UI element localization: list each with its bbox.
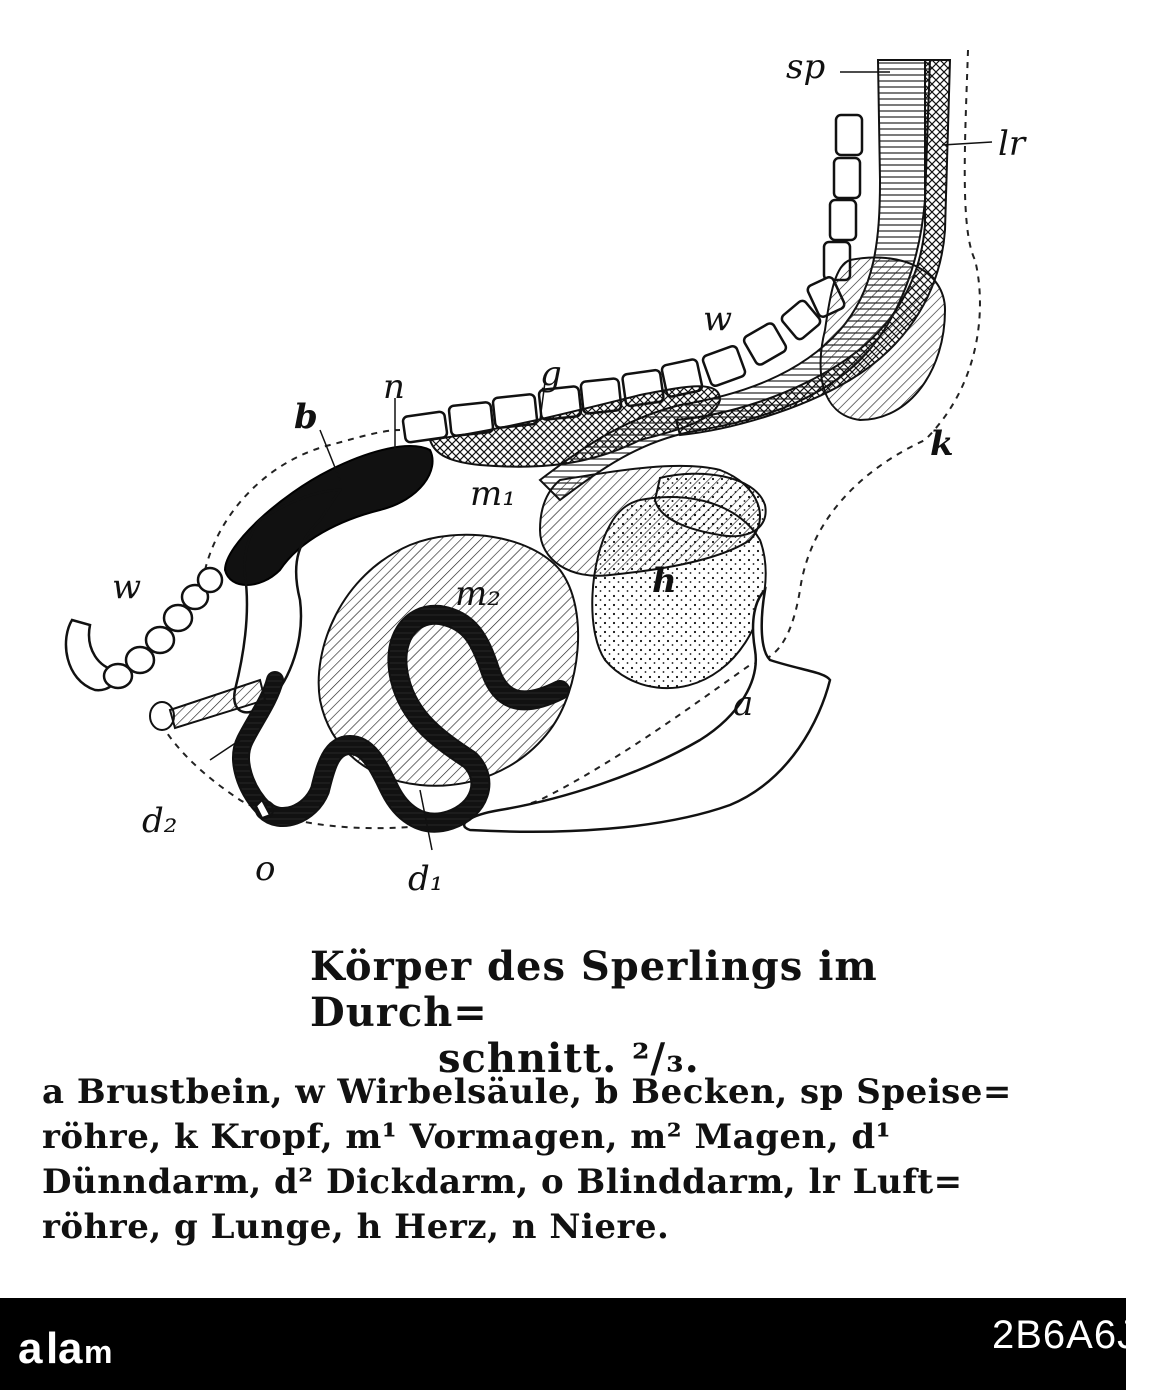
label-m1: m₁ <box>470 474 516 514</box>
caption-legend <box>42 1070 1102 1250</box>
legend-line-4: röhre, g Lunge, h Herz, n Niere. <box>42 1207 670 1247</box>
label-w-tail: w <box>112 567 142 607</box>
label-d1: d₁ <box>408 859 444 899</box>
label-lr: lr <box>998 124 1026 164</box>
label-a: a <box>733 684 754 724</box>
legend-line-1: a Brustbein, w Wirbelsäule, b Becken, sp Speise= <box>42 1072 1012 1112</box>
watermark-bar <box>0 1298 1126 1390</box>
cloaca <box>150 702 174 730</box>
label-k: k <box>930 424 954 464</box>
tail-vertebrae <box>66 568 222 690</box>
svg-text:l: l <box>46 1324 59 1373</box>
caption-title <box>310 944 1010 1082</box>
label-m2: m₂ <box>455 574 501 614</box>
alamy-logo <box>18 1318 128 1378</box>
label-w-back: w <box>703 299 733 339</box>
label-o: o <box>255 849 276 889</box>
caption-title-line2: schnitt. ²/₃. <box>438 1035 700 1082</box>
label-g: g <box>540 354 562 394</box>
label-h: h <box>652 561 677 601</box>
crop <box>821 257 945 420</box>
label-d2: d₂ <box>142 801 178 841</box>
caption-title-line1: Körper des Sperlings im Durch= <box>310 943 878 1036</box>
legend-line-2: röhre, k Kropf, m¹ Vormagen, m² Magen, d¹ <box>42 1117 892 1157</box>
label-n: n <box>383 367 405 407</box>
legend-line-3: Dünndarm, d² Dickdarm, o Blinddarm, lr Luft= <box>42 1162 963 1202</box>
label-b: b <box>294 397 318 437</box>
svg-text:m: m <box>84 1334 113 1370</box>
stock-code: 2B6A6JY <box>992 1313 1166 1357</box>
svg-text:a: a <box>18 1324 43 1373</box>
svg-text:a: a <box>58 1324 83 1373</box>
label-sp: sp <box>786 47 826 87</box>
